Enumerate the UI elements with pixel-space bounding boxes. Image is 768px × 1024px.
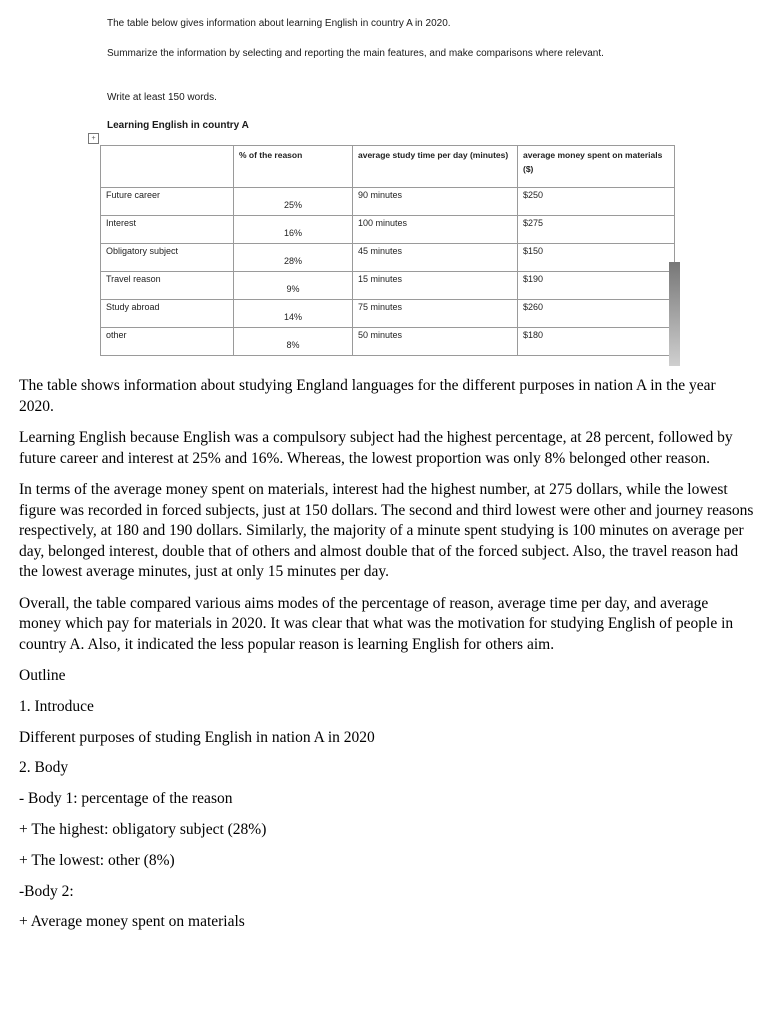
- table-header-time: average study time per day (minutes): [353, 146, 518, 188]
- row-percent: 9%: [234, 272, 353, 300]
- prompt-line-1: The table below gives information about learning English in country A in 2020.: [107, 18, 451, 29]
- prompt-line-2: Summarize the information by selecting and reporting the main features, and make comparisons where relevant.: [107, 48, 604, 59]
- row-reason: Travel reason: [101, 272, 234, 300]
- table-row: [101, 272, 675, 300]
- outline-item: - Body 1: percentage of the reason: [19, 790, 233, 808]
- row-percent: 8%: [234, 328, 353, 356]
- row-reason: Obligatory subject: [101, 244, 234, 272]
- table-header-row: [101, 146, 675, 188]
- table-row: [101, 244, 675, 272]
- table-row: [101, 216, 675, 244]
- table-row: [101, 300, 675, 328]
- outline-item: + The highest: obligatory subject (28%): [19, 820, 267, 838]
- table-header-blank: [101, 146, 234, 188]
- row-time: 50 minutes: [353, 328, 518, 356]
- row-percent: 28%: [234, 244, 353, 272]
- row-money: $260: [518, 300, 675, 328]
- row-money: $250: [518, 188, 675, 216]
- outline-item: + The lowest: other (8%): [19, 851, 175, 869]
- row-reason: Future career: [101, 188, 234, 216]
- row-money: $190: [518, 272, 675, 300]
- row-reason: other: [101, 328, 234, 356]
- outline-item: -Body 2:: [19, 882, 74, 900]
- table-move-handle-icon[interactable]: +: [88, 133, 99, 144]
- table-header-percent: % of the reason: [234, 146, 353, 188]
- table-header-money: average money spent on materials ($): [518, 146, 675, 188]
- essay-paragraph-money-time: In terms of the average money spent on materials, interest had the highest number, at 275 dollars, while the lowest figure was recorded in forced subjects, just at 150 dollars. The second and third lowest were other and journey reasons respectively, at 180 and 190 dollars. Similarly, the majority of a minute spent studying is 100 minutes on average per day, belonged interest, double that of others and almost double that of the forced subject. Also, the travel reason had the lowest average minutes, just at only 15 minutes per day.: [19, 481, 754, 580]
- scanned-prompt: [0, 0, 768, 372]
- essay-paragraph-intro: The table shows information about studying England languages for the different purposes in nation A in the year 2020.: [19, 377, 716, 415]
- outline-item: 2. Body: [19, 759, 69, 777]
- essay-paragraph-percentage: Learning English because English was a compulsory subject had the highest percentage, at 28 percent, followed by future career and interest at 25% and 16%. Whereas, the lowest proportion was only 8% belonged other reason.: [19, 429, 733, 467]
- essay-body: [19, 376, 754, 943]
- row-time: 90 minutes: [353, 188, 518, 216]
- essay-paragraph-overall: Overall, the table compared various aims modes of the percentage of reason, average time per day, and average money which pay for materials in 2020. It was clear that what was the motivation for studying English of people in country A. Also, it indicated the less popular reason is learning English for others aim.: [19, 594, 734, 653]
- row-percent: 14%: [234, 300, 353, 328]
- table-row: [101, 328, 675, 356]
- table-row: [101, 188, 675, 216]
- row-money: $150: [518, 244, 675, 272]
- outline-item: Different purposes of studing English in nation A in 2020: [19, 728, 375, 746]
- row-percent: 25%: [234, 188, 353, 216]
- prompt-line-3: Write at least 150 words.: [107, 92, 217, 103]
- row-time: 75 minutes: [353, 300, 518, 328]
- row-time: 45 minutes: [353, 244, 518, 272]
- row-money: $180: [518, 328, 675, 356]
- table-caption: Learning English in country A: [107, 120, 249, 131]
- data-table: [100, 145, 675, 356]
- row-time: 100 minutes: [353, 216, 518, 244]
- row-money: $275: [518, 216, 675, 244]
- scan-shadow-bar: [669, 262, 680, 366]
- row-percent: 16%: [234, 216, 353, 244]
- row-reason: Study abroad: [101, 300, 234, 328]
- essay-outline: [19, 666, 754, 933]
- outline-item: + Average money spent on materials: [19, 913, 245, 931]
- row-time: 15 minutes: [353, 272, 518, 300]
- row-reason: Interest: [101, 216, 234, 244]
- outline-heading: Outline: [19, 667, 66, 684]
- outline-item: 1. Introduce: [19, 697, 94, 715]
